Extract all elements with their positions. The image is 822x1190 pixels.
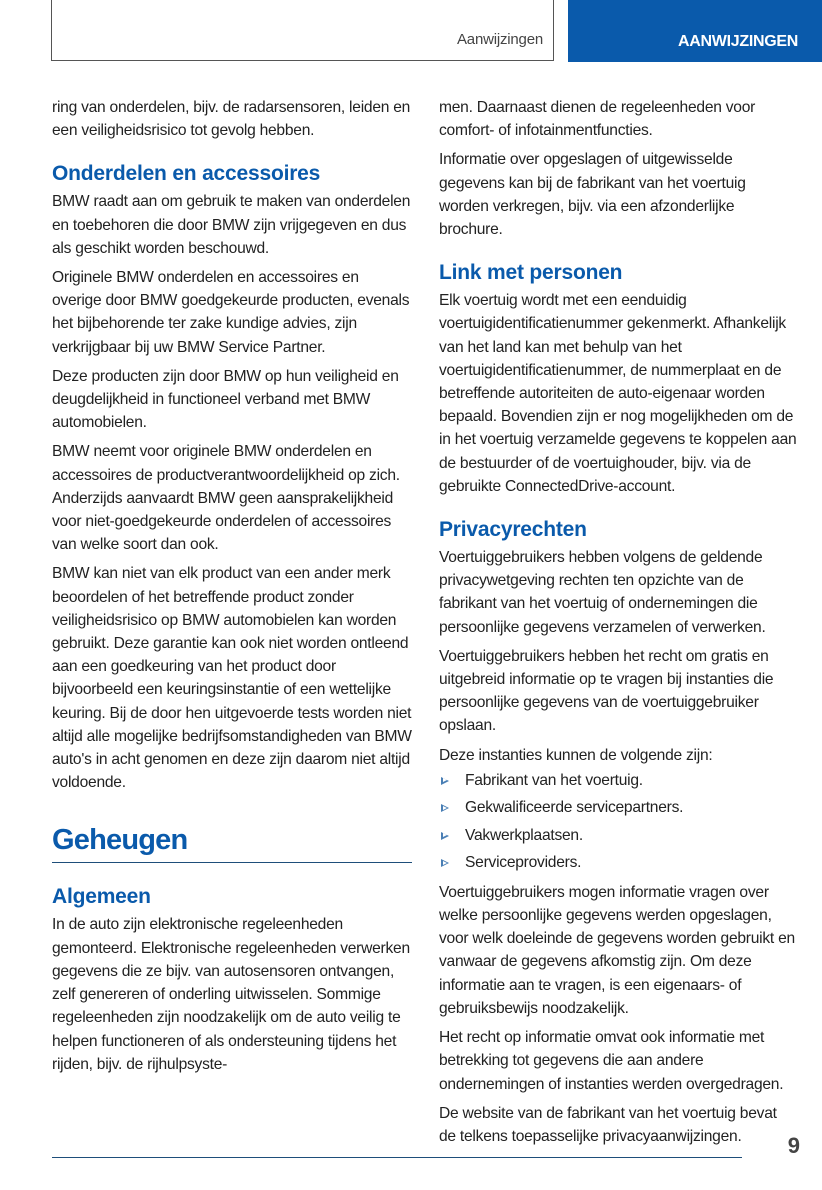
triangle-bullet-icon xyxy=(441,832,449,840)
running-header-section-title: Aanwijzingen xyxy=(457,31,543,48)
paragraph: Originele BMW onderdelen en accessoires en overige door BMW goedgekeurde producten, evenals het bijbehorende ter zake kundige advies, zijn verkrijgbaar bij uw BMW Service Partner. xyxy=(52,269,410,356)
paragraph: Voertuiggebruikers hebben volgens de geldende privacywetgeving rechten ten opzichte van de fabrikant van het voertuig of ondernemingen die persoonlijke gegevens verzamelen of verwerken. xyxy=(439,549,766,636)
triangle-bullet-icon xyxy=(441,777,449,785)
heading-link-persons: Link met personen xyxy=(439,261,623,285)
paragraph: In de auto zijn elektronische regeleenheden gemonteerd. Elektronische regeleenheden verwerken gegevens die ze bijv. van autosensoren ontvangen, zelf genereren of onderling uitwisselen. Sommige regeleenheden zijn noodzakelijk om de auto veilig te helpen functioneren of als ondersteuning tijdens het rijden, bijv. de rijhulpsyste- xyxy=(52,916,410,1073)
paragraph: BMW kan niet van elk product van een ander merk beoordelen of het betreffende product zonder veiligheidsrisico op BMW automobielen kan worden gebruikt. Deze garantie kan ook niet worden ontleend aan een goedkeuring van het product door bijvoorbeeld een keuringsinstantie of een wettelijke keuring. Bij de door hen uitgevoerde tests worden niet altijd alle mogelijke bedrijfsomstandigheden van BMW auto's in acht genomen en deze zijn daarom niet altijd voldoende. xyxy=(52,565,412,792)
paragraph: BMW raadt aan om gebruik te maken van onderdelen en toebehoren die door BMW zijn vrijgegeven en dus als geschikt worden beschouwd. xyxy=(52,193,411,257)
heading-general: Algemeen xyxy=(52,885,151,909)
paragraph: Voertuiggebruikers hebben het recht om gratis en uitgebreid informatie op te vragen bij instanties die persoonlijke gegevens van de voertuiggebruiker opslaan. xyxy=(439,647,774,735)
heading-privacy-rights: Privacyrechten xyxy=(439,518,587,542)
institutions-list xyxy=(439,767,797,877)
paragraph: Deze producten zijn door BMW op hun veiligheid en deugdelijkheid in functioneel verband met BMW automobielen. xyxy=(52,367,399,432)
triangle-bullet-icon xyxy=(441,859,449,867)
triangle-bullet-icon xyxy=(441,804,449,812)
left-column xyxy=(52,96,412,1082)
list-item-text: Gekwalificeerde servicepartners. xyxy=(465,799,684,817)
paragraph: BMW neemt voor originele BMW onderdelen en accessoires de productverantwoordelijkheid op zich. Anderzijds aanvaardt BMW geen aansprakelijkheid voor niet-goedgekeurde onderdelen of accessoires van welke soort dan ook. xyxy=(52,443,400,554)
paragraph: Deze instanties kunnen de volgende zijn: xyxy=(439,746,713,764)
paragraph: De website van de fabrikant van het voertuig bevat de telkens toepasselijke privacyaanwijzingen. xyxy=(439,1104,777,1145)
right-column xyxy=(439,96,797,1154)
paragraph: Voertuiggebruikers mogen informatie vragen over welke persoonlijke gegevens werden opgeslagen, voor welk doeleinde de gegevens worden gebruikt en vanwaar de gegevens afkomstig zijn. Om deze informatie aan te vragen, is een eigenaars- of gebruiksbewijs noodzakelijk. xyxy=(439,883,795,1017)
footer-divider xyxy=(52,1157,742,1158)
list-item-text: Fabrikant van het voertuig. xyxy=(465,771,643,789)
chapter-tab[interactable] xyxy=(568,0,822,62)
list-item xyxy=(439,822,797,850)
chapter-heading-memory: Geheugen xyxy=(52,820,412,863)
intro-paragraph: ring van onderdelen, bijv. de radarsensoren, leiden en een veiligheidsrisico tot gevolg hebben. xyxy=(52,99,411,140)
chapter-tab-label: AANWIJZINGEN xyxy=(678,33,798,50)
paragraph: Het recht op informatie omvat ook informatie met betrekking tot gegevens die aan andere ondernemingen of instanties werden overgedragen. xyxy=(439,1029,784,1093)
paragraph: men. Daarnaast dienen de regeleenheden voor comfort- of infotainmentfuncties. xyxy=(439,99,756,140)
list-item xyxy=(439,849,797,877)
paragraph: Elk voertuig wordt met een eenduidig voertuigidentificatienummer gekenmerkt. Afhankelijk van het land kan met behulp van het voertuigidentificatienummer, de nummerplaat en de betreffende autoriteiten de auto-eigenaar worden bepaald. Bovendien zijn er nog mogelijkheden om de in het voertuig verzamelde gegevens te koppelen aan de bestuurder of de voertuighouder, bijv. via de gebruikte ConnectedDrive-account. xyxy=(439,292,797,495)
page-number: 9 xyxy=(787,1133,800,1158)
heading-parts-accessories: Onderdelen en accessoires xyxy=(52,162,321,186)
list-item-text: Vakwerkplaatsen. xyxy=(465,826,583,844)
list-item xyxy=(439,767,797,795)
running-header-box xyxy=(51,0,554,61)
paragraph: Informatie over opgeslagen of uitgewisselde gegevens kan bij de fabrikant van het voertuig worden verkregen, bijv. via een afzonderlijke brochure. xyxy=(439,151,746,239)
list-item xyxy=(439,794,797,822)
list-item-text: Serviceproviders. xyxy=(465,854,582,872)
